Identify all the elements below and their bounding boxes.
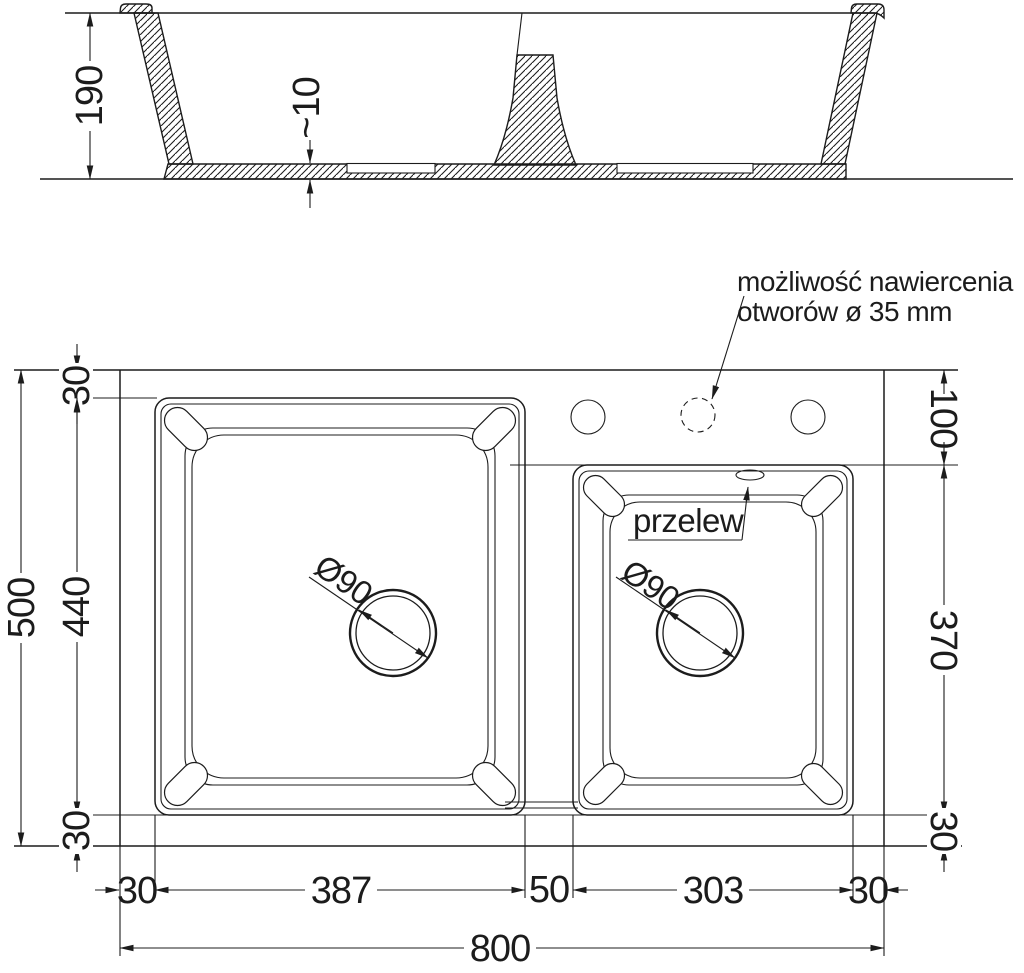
bottom-thickness-label: ~10 (286, 77, 328, 139)
depth-label: 190 (69, 65, 111, 127)
dimension-depth (69, 13, 111, 179)
bottom-margin-left-label: 30 (56, 810, 98, 852)
left-drain (308, 547, 436, 676)
dimension-right-basin-height (922, 465, 964, 815)
dimension-right-margin (848, 870, 908, 912)
dimension-left-basin-width (155, 870, 525, 912)
left-margin-label: 30 (116, 870, 158, 912)
dimension-bottom-margin-left (56, 808, 98, 872)
cross-section-view (40, 4, 1013, 208)
corner-chamfer (467, 402, 521, 456)
right-margin-label: 30 (847, 870, 889, 912)
dimension-deck-height (922, 370, 964, 465)
dimension-right-basin-width (573, 870, 853, 912)
bottom-margin-right-label: 30 (922, 810, 964, 852)
section-left-rim (120, 4, 152, 13)
dimension-left-margin (95, 870, 157, 912)
dimension-left-basin-height (56, 398, 98, 815)
dimension-bottom-thickness (286, 77, 328, 208)
dimension-divider-width (527, 869, 571, 911)
plan-view (1, 266, 1014, 970)
optional-drill-hole (681, 398, 715, 432)
drill-note-line1: możliwość nawiercenia (737, 266, 1013, 297)
left-basin-width-label: 387 (310, 870, 372, 912)
dimension-total-width (120, 928, 884, 970)
corner-chamfer (159, 757, 213, 811)
left-drain-recess (347, 164, 435, 174)
dimension-bottom-margin-right (922, 808, 964, 872)
section-right-wall (821, 13, 877, 164)
overflow-label: przelew (633, 502, 744, 539)
drill-note-line2: otworów ø 35 mm (737, 296, 952, 327)
right-basin-height-label: 370 (922, 609, 964, 671)
total-height-label: 500 (1, 577, 43, 639)
drill-note-callout (712, 266, 1014, 399)
dimension-total-height (1, 370, 43, 846)
divider-back-edge (517, 13, 522, 55)
top-margin-label: 30 (56, 365, 98, 407)
faucet-hole-right (791, 400, 825, 434)
divider-width-label: 50 (528, 869, 570, 911)
right-basin-width-label: 303 (682, 870, 744, 912)
faucet-hole-left (571, 400, 605, 434)
corner-chamfer (467, 757, 521, 811)
corner-chamfer (159, 402, 213, 456)
left-basin (155, 398, 525, 815)
left-drain-diameter-label: Ø90 (308, 547, 380, 613)
section-left-wall (134, 13, 193, 164)
total-width-label: 800 (469, 928, 531, 970)
right-drain-recess (617, 164, 753, 174)
deck-height-label: 100 (922, 387, 964, 449)
right-drain (615, 552, 743, 676)
right-drain-diameter-label: Ø90 (615, 552, 687, 618)
section-divider (494, 55, 576, 165)
left-basin-height-label: 440 (56, 576, 98, 638)
